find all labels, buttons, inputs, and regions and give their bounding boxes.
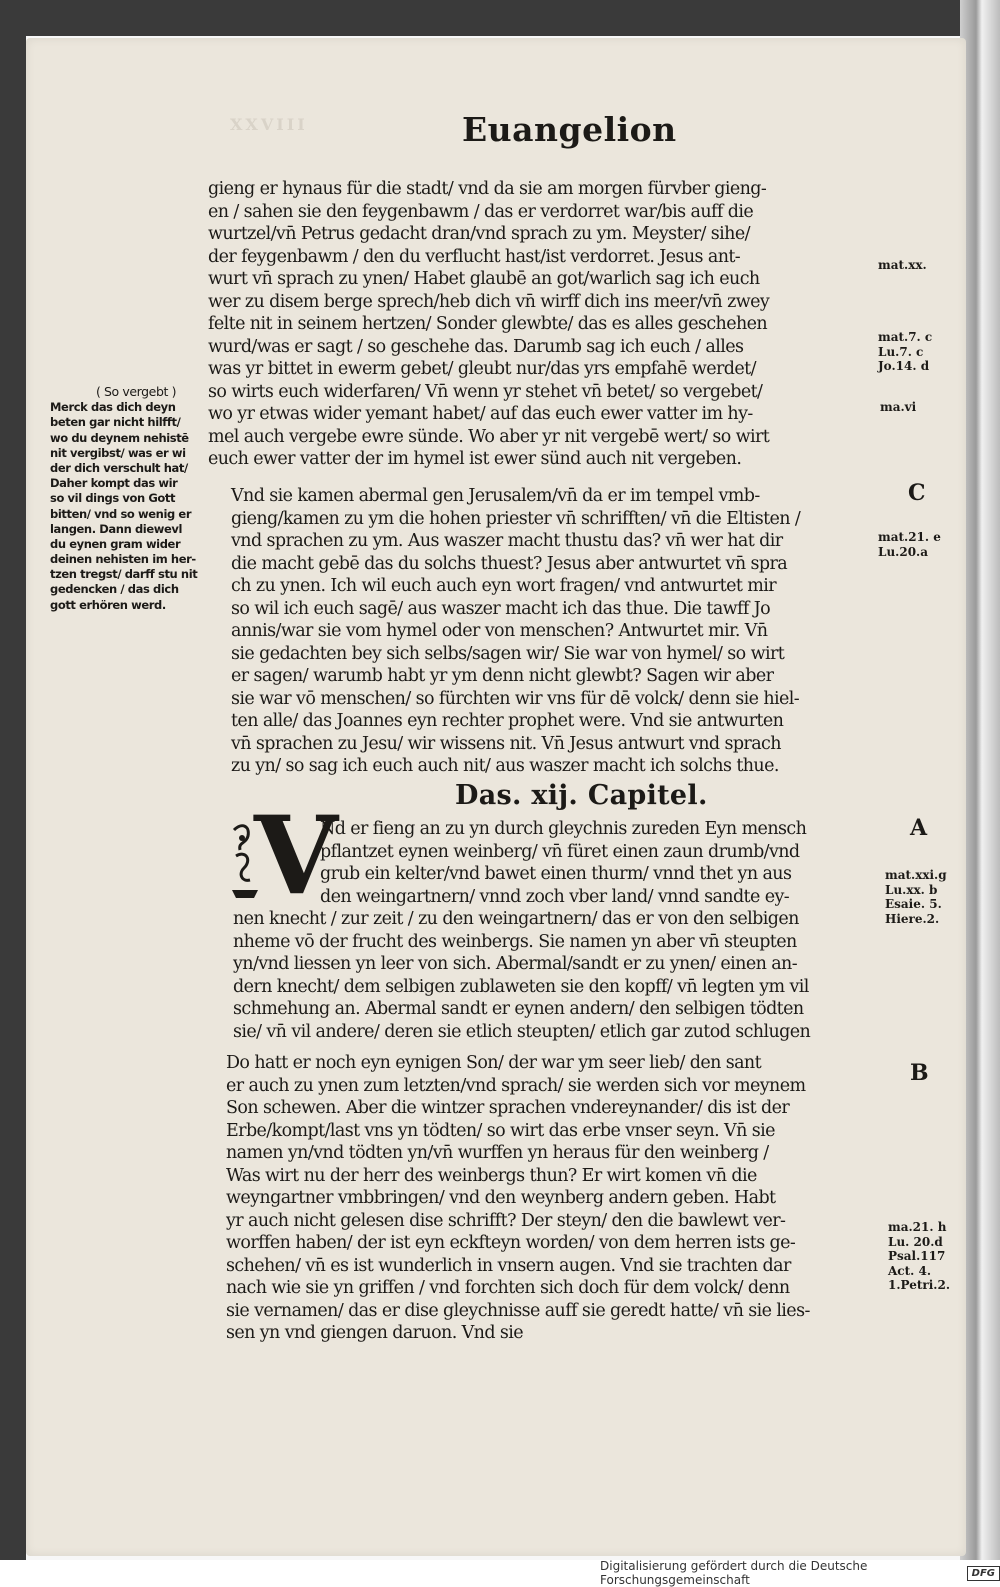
- reference-line: mat.7. c: [878, 330, 933, 344]
- text-line: sen yn vnd giengen daruon. Vnd sie: [226, 1323, 524, 1343]
- margin-reference: [888, 1220, 950, 1293]
- gloss-line: langen. Dann diewevl: [50, 521, 182, 536]
- reference-line: Lu.xx. b: [885, 882, 938, 897]
- reference-line: Esaie. 5.: [885, 897, 942, 911]
- gloss-line: tzen tregst/ darff stu nit: [50, 567, 198, 582]
- text-line: namen yn/vnd tödten yn/vn̄ wurffen yn heraus für den weinberg /: [226, 1143, 769, 1163]
- chapter-text-indented: [320, 818, 806, 908]
- text-line: ten alle/ das Joannes eyn rechter prophet were. Vnd sie antwurten: [231, 711, 784, 731]
- gloss-line: gedencken / das dich: [50, 582, 179, 597]
- text-line: wurtzel/vn̄ Petrus gedacht dran/vnd sprach zu ym. Meyster/ sihe/: [208, 224, 750, 244]
- text-line: der feygenbawm / den du verflucht hast/ist verdorret. Jesus ant-: [208, 246, 741, 267]
- text-line: schmehung an. Abermal sandt er eynen andern/ den selbigen tödten: [233, 999, 804, 1019]
- text-line: so wil ich euch sagē/ aus waszer macht ich das thue. Die tawff Jo: [231, 598, 771, 619]
- marginal-gloss: [50, 384, 222, 613]
- text-line: sie gedachten bey sich selbs/sagen wir/ Sie war von hymel/ so wirt: [231, 643, 785, 664]
- reference-line: Lu.20.a: [878, 544, 928, 559]
- text-line: Son schewen. Aber die wintzer sprachen vndereynander/ dis ist der: [226, 1098, 790, 1118]
- text-line: euch ewer vatter der im hymel ist ewer sünd auch nit vergeben.: [208, 449, 742, 469]
- gloss-line: bitten/ vnd so wenig er: [50, 506, 192, 521]
- gloss-line: der dich verschult hat/: [50, 460, 188, 475]
- text-line: gieng er hynaus für die stadt/ vnd da sie am morgen fürvber gieng-: [208, 179, 767, 199]
- text-line: Nd er fieng an zu yn durch gleychnis zureden Eyn mensch: [320, 819, 807, 839]
- text-line: annis/war sie vom hymel oder von menschen? Antwurtet mir. Vn̄: [231, 621, 768, 641]
- digitization-credit: [600, 1559, 1000, 1587]
- text-line: schehen/ vn̄ es ist wunderlich in vnsern augen. Vnd sie trachten dar: [226, 1255, 791, 1276]
- text-line: wo yr etwas wider yemant habet/ auf das euch ewer vatter im hy-: [208, 404, 753, 424]
- scan-border-top: [0, 0, 1000, 36]
- gloss-title: ( So vergebt ): [95, 384, 177, 399]
- initial-letter: V: [254, 793, 338, 919]
- section-mark-c: C: [908, 480, 926, 506]
- text-line: zu yn/ so sag ich euch auch nit/ aus waszer macht ich solchs thue.: [231, 756, 779, 776]
- reference-line: mat.xx.: [878, 258, 927, 272]
- reference-line: Psal.117: [888, 1249, 946, 1263]
- reference-line: Hiere.2.: [885, 911, 940, 926]
- text-block-b: [231, 485, 800, 778]
- gloss-line: nit vergibst/ was er wi: [50, 445, 186, 460]
- text-line: nheme vō der frucht des weinbergs. Sie namen yn aber vn̄ steupten: [233, 931, 797, 952]
- credit-text: Digitalisierung gefördert durch die Deutsche Forschungsgemeinschaft: [600, 1559, 868, 1587]
- reference-line: Lu.7. c: [878, 344, 924, 359]
- text-line: weyngartner vmbbringen/ vnd den weynberg andern geben. Habt: [226, 1188, 776, 1208]
- text-line: gieng/kamen zu ym die hohen priester vn̄ schrifften/ vn̄ die Eltisten /: [231, 508, 801, 529]
- gloss-line: Daher kompt das wir: [50, 476, 178, 491]
- text-line: dern knecht/ dem selbigen zublaweten sie den kopff/ vn̄ legten ym vil: [233, 976, 809, 997]
- text-line: mel auch vergebe ewre sünde. Wo aber yr nit vergebē wert/ so wirt: [208, 426, 770, 447]
- reference-line: Act. 4.: [888, 1263, 932, 1278]
- text-line: wurt vn̄ sprach zu ynen/ Habet glaubē an got/warlich sag ich euch: [208, 269, 760, 289]
- text-line: Erbe/kompt/last vns yn tödten/ so wirt das erbe vnser seyn. Vn̄ sie: [226, 1120, 775, 1141]
- section-mark-a: A: [910, 815, 928, 841]
- margin-reference: [878, 330, 932, 374]
- text-line: nen knecht / zur zeit / zu den weingartnern/ das er von den selbigen: [233, 909, 799, 929]
- text-block-d: [226, 1052, 810, 1345]
- scan-border-left: [0, 0, 26, 1560]
- reference-line: 1.Petri.2.: [888, 1278, 950, 1292]
- gloss-line: so vil dings von Gott: [50, 491, 176, 506]
- margin-reference: [885, 868, 947, 926]
- book-edge: [960, 0, 1000, 1560]
- text-line: wurd/was er sagt / so geschehe das. Darumb sag ich euch / alles: [208, 336, 744, 357]
- text-line: yr auch nicht gelesen dise schrifft? Der steyn/ den die bawlewt ver-: [226, 1210, 786, 1231]
- text-line: sie/ vn̄ vil andere/ deren sie etlich steupten/ etlich gar zutod schlugen: [233, 1021, 811, 1042]
- text-line: sie war vō menschen/ so fürchten wir vns für dē volck/ denn sie hiel-: [231, 688, 800, 709]
- page-heading: Euangelion: [462, 110, 677, 149]
- text-line: Vnd sie kamen abermal gen Jerusalem/vn̄ da er im tempel vmb-: [231, 486, 760, 506]
- section-mark-b: B: [910, 1060, 929, 1086]
- chapter-heading: Das. xij. Capitel.: [455, 780, 708, 811]
- margin-reference: [878, 530, 941, 559]
- reference-line: Lu. 20.d: [888, 1234, 943, 1249]
- text-line: er auch zu ynen zum letzten/vnd sprach/ sie werden sich vor meynem: [226, 1075, 806, 1096]
- text-line: vnd sprachen zu ym. Aus waszer macht thustu das? vn̄ wer hat dir: [231, 531, 783, 551]
- reference-line: mat.xxi.g: [885, 868, 947, 882]
- text-line: Do hatt er noch eyn eynigen Son/ der war ym seer lieb/ den sant: [226, 1053, 762, 1073]
- text-line: yn/vnd liessen yn leer von sich. Abermal/sandt er zu ynen/ einen an-: [233, 954, 798, 974]
- text-line: pflantzet eynen weinberg/ vn̄ füret einen zaun drumb/vnd: [320, 841, 800, 862]
- text-line: ch zu ynen. Ich wil euch auch eyn wort fragen/ vnd antwurtet mir: [231, 576, 777, 596]
- reference-line: ma.vi: [880, 400, 917, 414]
- chapter-text-full: [233, 908, 810, 1043]
- gloss-line: gott erhören werd.: [50, 597, 166, 612]
- reference-line: mat.21. e: [878, 530, 941, 544]
- text-line: so wirts euch widerfaren/ Vn̄ wenn yr stehet vn̄ betet/ so vergebet/: [208, 381, 763, 402]
- gloss-line: wo du deynem nehistē: [50, 430, 189, 445]
- text-line: wer zu disem berge sprech/heb dich vn̄ wirff dich ins meer/vn̄ zwey: [208, 291, 770, 312]
- text-line: worffen haben/ der ist eyn eckfteyn worden/ von dem herren ists ge-: [226, 1233, 796, 1253]
- margin-reference: [880, 400, 916, 415]
- text-line: nach wie sie yn griffen / vnd forchten sich doch für dem volck/ denn: [226, 1278, 790, 1298]
- text-block-a: [208, 178, 769, 471]
- text-line: sie vernamen/ das er dise gleychnisse auff sie geredt hatte/ vn̄ sie lies-: [226, 1300, 810, 1321]
- margin-reference: [878, 258, 927, 273]
- gloss-line: beten gar nicht hilfft/: [50, 415, 181, 430]
- text-line: felte nit in seinem hertzen/ Sonder glewbte/ das es alles geschehen: [208, 314, 768, 334]
- decorated-initial: [228, 793, 338, 919]
- dfg-logo: DFG: [967, 1566, 1000, 1581]
- text-line: den weingartnern/ vnnd zoch vber land/ vnnd sandte ey-: [320, 886, 790, 907]
- gloss-line: deinen nehisten im her-: [50, 552, 196, 567]
- text-line: was yr bittet in ewerm gebet/ gleubt nur/das yrs empfahē werdet/: [208, 359, 756, 379]
- text-line: grub ein kelter/vnd bawet einen thurm/ vnnd thet yn aus: [320, 864, 792, 884]
- text-line: vn̄ sprachen zu Jesu/ wir wissens nit. Vn̄ Jesus antwurt vnd sprach: [231, 733, 781, 754]
- reference-line: ma.21. h: [888, 1220, 947, 1234]
- text-line: die macht gebē das du solchs thuest? Jesus aber antwurtet vn̄ spra: [231, 553, 788, 574]
- text-line: er sagen/ warumb habt yr ym denn nicht glewbt? Sagen wir aber: [231, 666, 774, 686]
- gloss-line: Merck das dich deyn: [50, 400, 176, 415]
- gloss-line: du eynen gram wider: [50, 536, 181, 551]
- text-line: Was wirt nu der herr des weinbergs thun? Er wirt komen vn̄ die: [226, 1165, 757, 1186]
- reference-line: Jo.14. d: [878, 359, 930, 373]
- show-through-folio: XXVIII: [230, 115, 308, 134]
- text-line: en / sahen sie den feygenbawm / das er verdorret war/bis auff die: [208, 201, 754, 222]
